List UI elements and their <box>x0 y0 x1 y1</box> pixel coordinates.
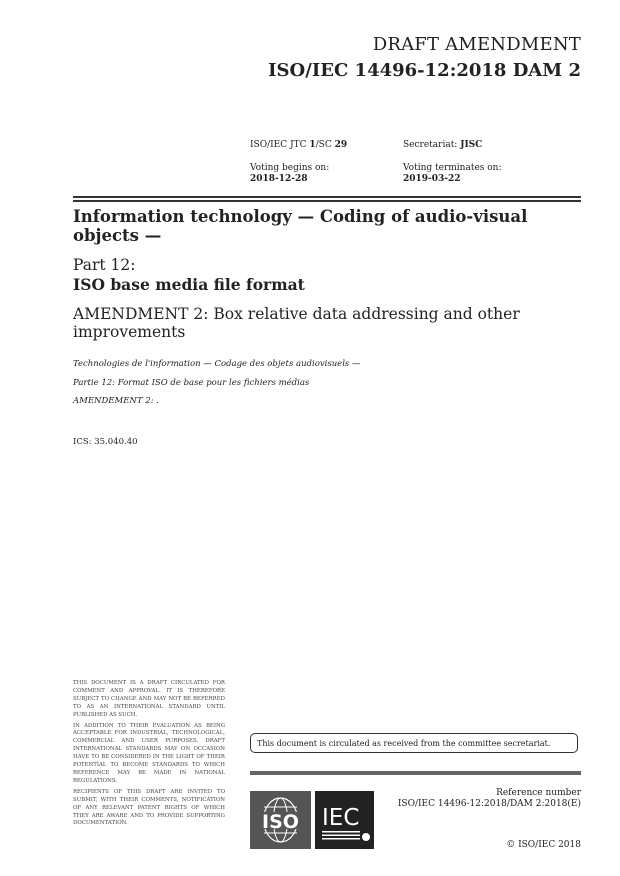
committee-sep: /SC <box>315 140 335 150</box>
voting-ends-label: Voting terminates on: <box>403 163 502 173</box>
committee <box>250 140 347 151</box>
main-title: Information technology — Coding of audio-visual objects — <box>73 207 528 245</box>
draft-notice <box>73 680 225 831</box>
french-line-3: AMENDEMENT 2: . <box>73 396 159 406</box>
iec-logo <box>315 791 374 849</box>
iec-logo-graphic <box>315 791 374 849</box>
voting-ends <box>403 163 502 185</box>
committee-sc: 29 <box>334 140 348 150</box>
french-line-1: Technologies de l'information — Codage des objets audiovisuels — <box>73 359 361 369</box>
footer-rule <box>250 771 581 775</box>
secretariat <box>403 140 482 151</box>
part-title <box>73 256 305 295</box>
notice-paragraph: RECIPIENTS OF THIS DRAFT ARE INVITED TO SUBMIT, WITH THEIR COMMENTS, NOTIFICATION OF ANY RELEVANT PATENT RIGHTS OF WHICH THEY ARE AWARE AND TO PROVIDE SUPPORTING DOCUMENTATION. <box>73 788 225 827</box>
iec-logo-text: IEC <box>322 805 360 831</box>
french-line-2: Partie 12: Format ISO de base pour les fichiers médias <box>73 377 310 388</box>
iso-logo <box>250 791 311 849</box>
voting-begins-label: Voting begins on: <box>250 163 330 173</box>
amendment-title: AMENDMENT 2: Box relative data addressing and other improvements <box>73 305 520 341</box>
secretariat-label: Secretariat: <box>403 140 461 150</box>
reference-number <box>398 788 581 810</box>
iso-logo-text: ISO <box>262 811 299 833</box>
circulated-note: This document is circulated as received from the committee secretariat. <box>250 733 578 753</box>
secretariat-value: JISC <box>460 140 483 150</box>
voting-begins-date: 2018-12-28 <box>250 174 308 184</box>
copyright: © ISO/IEC 2018 <box>506 840 581 850</box>
notice-paragraph: IN ADDITION TO THEIR EVALUATION AS BEING ACCEPTABLE FOR INDUSTRIAL, TECHNOLOGICAL, COMMERCIAL AND USER PURPOSES, DRAFT INTERNATIONAL STANDARDS MAY ON OCCASION HAVE TO BE CONSIDERED IN THE LIGHT OF THEIR POTENTIAL TO BECOME STANDARDS TO WHICH REFERENCE MAY BE MADE IN NATIONAL REGULATIONS. <box>73 722 225 784</box>
french-title <box>73 355 361 411</box>
part-name: ISO base media file format <box>73 275 305 294</box>
ics-code: ICS: 35.040.40 <box>73 437 138 447</box>
voting-begins <box>250 163 329 185</box>
part-label: Part 12: <box>73 256 136 274</box>
reference-label: Reference number <box>496 788 581 798</box>
voting-ends-date: 2019-03-22 <box>403 174 461 184</box>
globe-icon <box>250 791 311 849</box>
double-rule <box>73 196 581 202</box>
notice-paragraph: THIS DOCUMENT IS A DRAFT CIRCULATED FOR COMMENT AND APPROVAL. IT IS THEREFORE SUBJECT TO CHANGE AND MAY NOT BE REFERRED TO AS AN INTERNATIONAL STANDARD UNTIL PUBLISHED AS SUCH. <box>73 680 225 718</box>
committee-jtc: 1 <box>309 140 316 150</box>
reference-value: ISO/IEC 14496-12:2018/DAM 2:2018(E) <box>397 799 581 809</box>
committee-prefix: ISO/IEC JTC <box>250 140 310 150</box>
document-number: ISO/IEC 14496-12:2018 DAM 2 <box>268 60 581 81</box>
document-type: DRAFT AMENDMENT <box>372 34 581 55</box>
